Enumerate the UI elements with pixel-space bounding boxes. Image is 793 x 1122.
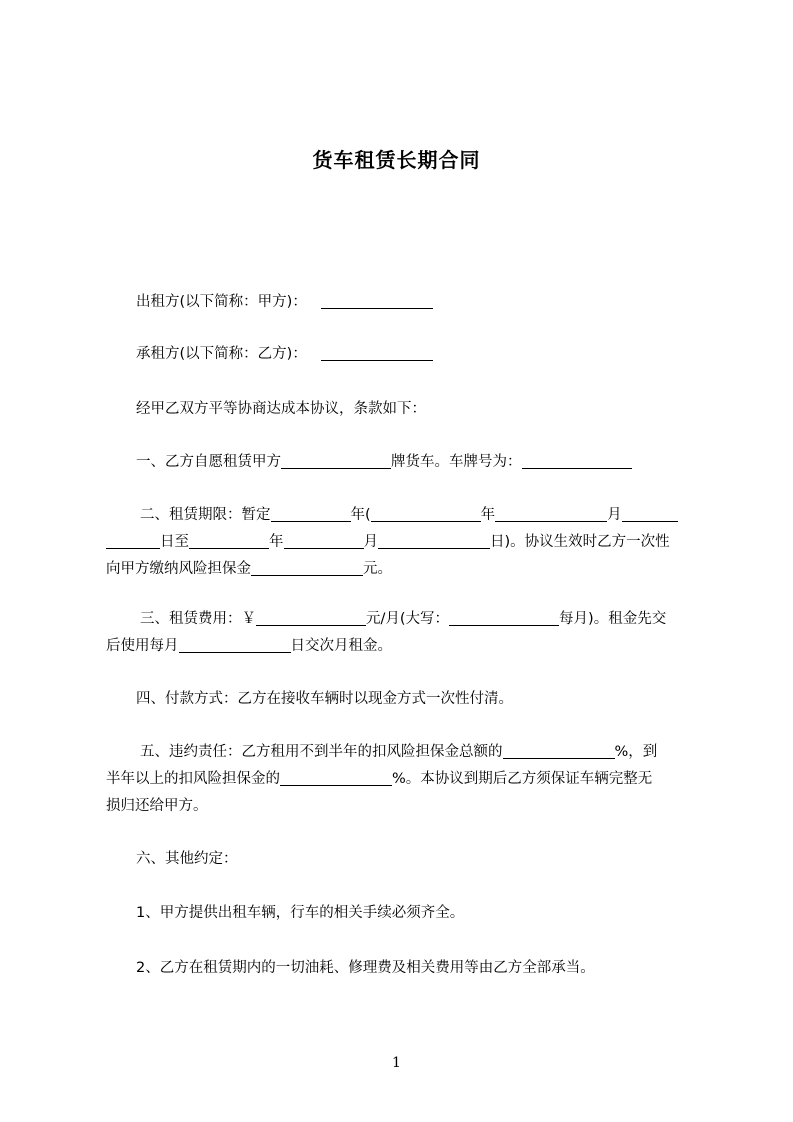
clause-3 (106, 606, 702, 660)
clause-5-text-d: %。本协议到期后乙方须保证车辆完整无 (392, 771, 653, 787)
clause-2-text-c: 年 (480, 507, 496, 523)
clause-2-text-f: 年 (269, 534, 284, 550)
clause-3-text-e: 日交次月租金。 (290, 638, 392, 654)
clause-2-text-b: 年( (350, 507, 371, 523)
clause-6-item-1: 1、甲方提供出租车辆，行车的相关手续必须齐全。 (136, 905, 465, 921)
clause-1 (106, 449, 732, 476)
penalty-under-half-year-blank[interactable] (503, 743, 615, 759)
clause-2-text-d: 月 (607, 507, 622, 523)
start-day-blank-cont[interactable] (106, 533, 160, 549)
fee-in-words-blank[interactable] (449, 610, 559, 626)
clause-2-text-j: 元。 (363, 561, 392, 577)
lessee-label: 承租方(以下简称：乙方)： (136, 346, 307, 362)
deposit-amount-blank[interactable] (251, 560, 363, 576)
end-month-blank[interactable] (284, 533, 364, 549)
end-day-blank[interactable] (378, 533, 490, 549)
start-month-blank[interactable] (495, 506, 607, 522)
lessor-label: 出租方(以下简称：甲方)： (136, 294, 307, 310)
clause-5-text-c: 半年以上的扣风险担保金的 (106, 771, 280, 787)
start-day-blank[interactable] (622, 506, 678, 522)
term-years-blank[interactable] (271, 506, 351, 522)
clause-6: 六、其他约定： (136, 851, 238, 867)
penalty-over-half-year-blank[interactable] (280, 770, 392, 786)
clause-5-text-b: %，到 (614, 744, 658, 760)
clause-3-text-b: 元/月(大写： (366, 611, 450, 627)
lessor-line (106, 289, 732, 316)
end-year-blank[interactable] (189, 533, 269, 549)
clause-2-text-g: 月 (363, 534, 378, 550)
start-year-blank[interactable] (371, 506, 481, 522)
lessee-blank[interactable] (321, 345, 433, 361)
clause-5-text-e: 损归还给甲方。 (106, 798, 208, 814)
monthly-fee-blank[interactable] (256, 610, 366, 626)
document-title: 货车租赁长期合同 (312, 148, 481, 172)
lessor-blank[interactable] (321, 293, 433, 309)
clause-6-item-2: 2、乙方在租赁期内的一切油耗、修理费及相关费用等由乙方全部承当。 (136, 960, 595, 976)
truck-brand-blank[interactable] (281, 453, 391, 469)
clause-5 (106, 739, 702, 820)
clause-4: 四、付款方式：乙方在接收车辆时以现金方式一次性付清。 (136, 691, 513, 707)
clause-2-text-e: 日至 (160, 534, 189, 550)
clause-2-text-h: 日)。协议生效时乙方一次性 (490, 534, 670, 550)
clause-2-text-i: 向甲方缴纳风险担保金 (106, 561, 251, 577)
plate-number-blank[interactable] (522, 453, 632, 469)
clause-1-text-a: 一、乙方自愿租赁甲方 (136, 454, 281, 470)
clause-3-text-c: 每月)。租金先交 (559, 611, 667, 627)
clause-2-text-a: 二、租赁期限：暂定 (140, 507, 271, 523)
lessee-line (106, 341, 732, 368)
intro-text: 经甲乙双方平等协商达成本协议，条款如下： (136, 401, 426, 417)
clause-5-text-a: 五、违约责任：乙方租用不到半年的扣风险担保金总额的 (140, 744, 503, 760)
clause-3-text-a: 三、租赁费用：￥ (140, 611, 256, 627)
clause-2 (106, 502, 702, 583)
clause-1-text-b: 牌货车。车牌号为： (391, 454, 522, 470)
clause-3-text-d: 后使用每月 (106, 638, 179, 654)
payment-day-blank[interactable] (179, 637, 291, 653)
page-number: 1 (392, 1055, 401, 1071)
